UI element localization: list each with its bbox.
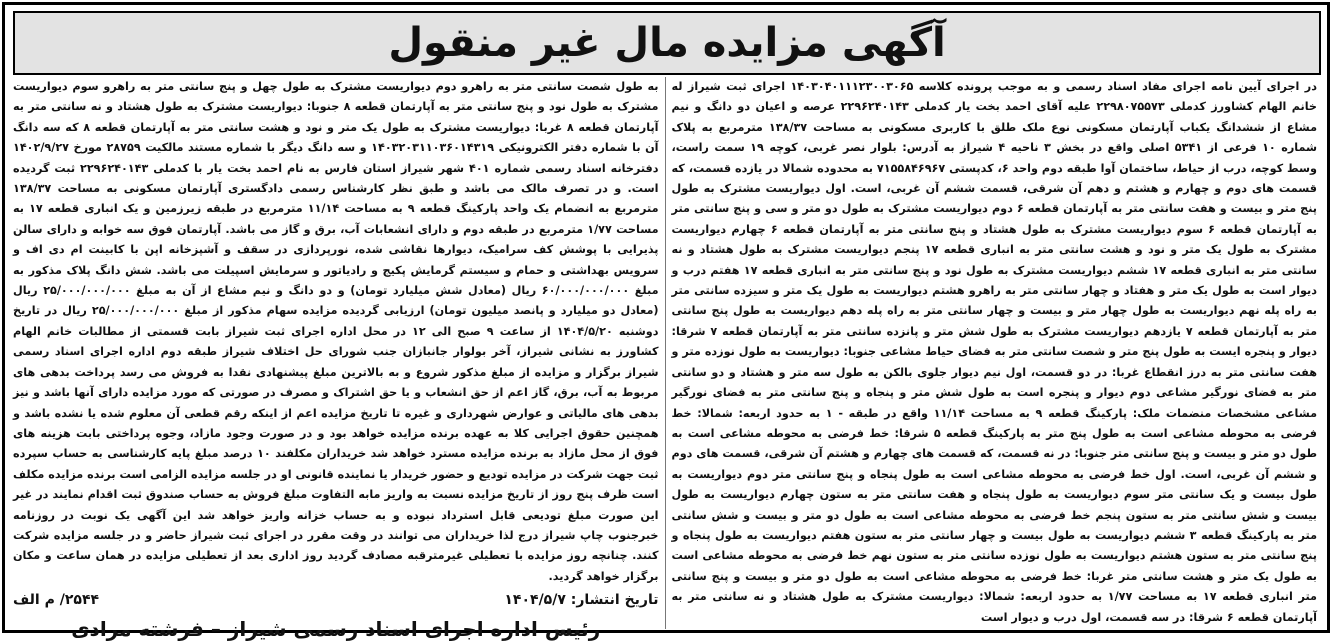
notice-title: آگهی مزایده مال غیر منقول bbox=[388, 20, 946, 66]
title-banner bbox=[13, 11, 1321, 75]
right-column bbox=[666, 77, 1318, 629]
signature-line: رئیس اداره اجرای اسناد رسمی شیراز – فرشته مرادی bbox=[71, 617, 601, 642]
left-column-text: به طول شصت سانتی متر به راهرو دوم دیواریست مشترک به طول چهل و پنج سانتی متر به راهرو سوم دیواریست مشترک به طول نود و پنج سانتی متر به آپارتمان قطعه ۸ جنوبا: دیواریست مشترک به طول هشتاد و نه سانتی متر به آپارتمان قطعه ۸ غربا: دیواریست مشترک به طول یک متر و نود و هشت سانتی متر به آپارتمان قطعه ۸ که سه دانگ آن با شماره دفتر الکترونیکی ۱۴۰۳۲۰۳۱۱۰۳۶۰۱۴۳۱۹ و سه دانگ دیگر با شماره مستند مالکیت ۲۸۷۵۹ مورخ ۱۴۰۲/۹/۲۷ دفترخانه اسناد رسمی شماره ۴۰۱ شهر شیراز استان فارس به نام احمد بخت یار با کدملی ۲۲۹۶۲۴۰۱۴۳ ثبت گردیده است. و در تصرف مالک می باشد و طبق نظر کارشناس رسمی دادگستری آپارتمان مسکونی به مساحت ۱۳۸/۳۷ مترمربع به انضمام یک واحد پارکینگ قطعه ۹ به مساحت ۱۱/۱۴ مترمربع در طبقه زیرزمین و یک انباری قطعه ۱۷ به مساحت ۱/۷۷ مترمربع در طبقه دوم و دارای انشعابات آب، برق و گاز می باشد. آپارتمان فوق سه خوابه و دارای سالن پذیرایی با پوشش کف سرامیک، دیوارها نقاشی شده، نورپردازی در سقف و آشپزخانه اپن با کابینت ام دی اف و سرویس بهداشتی و حمام و سیستم گرمایش پکیج و رادیاتور و سرمایش اسپیلت می باشد. شش دانگ پلاک مذکور به مبلغ ۶۰/۰۰۰/۰۰۰/۰۰۰ ریال (معادل شش میلیارد تومان) و دو دانگ و نیم مشاع از آن به مبلغ ۲۵/۰۰۰/۰۰۰/۰۰۰ ریال (معادل دو میلیارد و پانصد میلیون تومان) ارزیابی گردیده مزایده سهام مذکور از مبلغ ۲۵/۰۰۰/۰۰۰/۰۰۰ ریال در تاریخ دوشنبه ۱۴۰۴/۵/۲۰ از ساعت ۹ صبح الی ۱۲ در محل اداره اجرای ثبت شیراز بابت قسمتی از مطالبات خانم الهام کشاورز به نشانی شیراز، آخر بولوار جانبازان جنب شورای حل اختلاف شیراز طبقه دوم اداره اجرای اسناد رسمی شیراز برگزار و مزایده از مبلغ مذکور شروع و به بالاترین مبلغ پیشنهادی نقدا به فروش می رسد پرداخت بدهی های مربوط به آب، برق، گاز اعم از حق انشعاب و یا حق اشتراک و مصرف در صورتی که مورد مزایده دارای آنها باشد و نیز بدهی های مالیاتی و عوارض شهرداری و غیره تا تاریخ مزایده اعم از اینکه رقم قطعی آن معلوم شده یا نشده باشد و همچنین حقوق اجرایی کلا به عهده برنده مزایده خواهد بود و در صورت وجود مازاد، وجوه پرداختی بابت هزینه های فوق از محل مازاد به برنده مزایده مسترد خواهد شد خریداران مکلفند ۱۰ درصد مبلغ پایه کارشناسی به حساب سپرده ثبت جهت شرکت در مزایده تودیع و حضور خریدار یا نماینده قانونی او در جلسه مزایده الزامی است برنده مزایده مکلف است ظرف پنج روز از تاریخ مزایده نسبت به واریز مابه التفاوت مبلغ فروش به حساب صندوق ثبت اقدام نمایند در غیر این صورت مبلغ تودیعی قابل استرداد نبوده و به حساب خزانه واریز خواهد شد این آگهی یک نوبت در روزنامه خبرجنوب چاپ شیراز درج لذا خریداران می توانند در وقت مقرر در اجرای ثبت شیراز حاضر و در جلسه مزایده شرکت کنند. چنانچه روز مزایده با تعطیلی غیرمترقبه مصادف گردید روز اداری بعد از تعطیلی مزایده در همان ساعت و مکان برگزار خواهد گردید. bbox=[13, 80, 659, 583]
publish-date: تاریخ انتشار: ۱۴۰۴/۵/۷ bbox=[504, 592, 659, 609]
notice-body bbox=[13, 77, 1318, 642]
notice-frame bbox=[2, 2, 1330, 642]
reference-code: ۲۵۴۴/ م الف bbox=[13, 592, 100, 609]
left-column bbox=[13, 77, 665, 642]
right-column-text: در اجرای آیین نامه اجرای مفاد اسناد رسمی و به موجب پرونده کلاسه ۱۴۰۳۰۴۰۱۱۱۲۳۰۰۳۰۶۵ اجرای ثبت شیراز له خانم الهام کشاورز کدملی ۲۲۹۸۰۷۵۵۷۳ علیه آقای احمد بخت یار کدملی ۲۲۹۶۲۴۰۱۴۳ عرصه و اعیان دو دانگ و نیم مشاع از ششدانگ یکباب آپارتمان مسکونی نوع ملک طلق با کاربری مسکونی به مساحت ۱۳۸/۳۷ مترمربع به پلاک شماره ۱۰ فرعی از ۵۳۴۱ اصلی واقع در بخش ۳ ناحیه ۴ شیراز به آدرس: بلوار نصر غربی، کوچه ۱۹ سمت راست، وسط کوچه، درب از حیاط، ساختمان آوا طبقه دوم واحد ۶، کدپستی ۷۱۵۵۸۴۶۹۶۷ به محدوده شمالا در یازده قسمت، که قسمت های دوم و چهارم و هشتم و دهم آن شرقی، قسمت ششم آن غربی، است. اول دیواریست مشترک به طول پنج متر و بیست و هفت سانتی متر به آپارتمان قطعه ۶ دوم دیواریست مشترک به طول دو متر و سی و پنج سانتی متر به آپارتمان قطعه ۶ سوم دیواریست مشترک به طول هشتاد و پنج سانتی متر به آپارتمان قطعه ۶ چهارم دیواریست مشترک به طول یک متر و نود و هشت سانتی متر به انباری قطعه ۱۷ پنجم دیواریست مشترک به طول هشتاد و نه سانتی متر به انباری قطعه ۱۷ ششم دیواریست مشترک به طول نود و پنج سانتی متر به انباری قطعه ۱۷ هفتم درب و دیوار است به طول یک متر و هفتاد و چهار سانتی متر به راهرو هشتم دیواریست به طول یک متر و سیزده سانتی متر به راه پله نهم دیواریست به طول چهار متر و بیست و چهار سانتی متر به راه پله دهم دیواریست به طول پنج سانتی متر به آپارتمان قطعه ۷ یازدهم دیواریست مشترک به طول شش متر و پانزده سانتی متر به آپارتمان قطعه ۷ شرقا: دیوار و پنجره ایست به طول پنج متر و شصت سانتی متر به فضای حیاط مشاعی جنوبا: دیواریست به طول نوزده متر و هفت سانتی متر به درز انقطاع غربا: در دو قسمت، اول نیم دیوار جلوی بالکن به طول سه متر و هشتاد و دو سانتی متر به فضای نورگیر مشاعی دوم دیوار و پنجره است به طول شش متر و پنجاه و پنج سانتی متر به فضای نورگیر مشاعی مشخصات منضمات ملک: پارکینگ قطعه ۹ به مساحت ۱۱/۱۴ واقع در طبقه - ۱ به حدود اربعه: شمالا: خط فرضی به محوطه مشاعی است به طول پنج متر به پارکینگ قطعه ۵ شرقا: خط فرضی به محوطه مشاعی است به طول دو متر و بیست و پنج سانتی متر جنوبا: در نه قسمت، که قسمت های چهارم و هشتم آن شرقی، قسمت های دوم و ششم آن غربی، است. اول خط فرضی به محوطه مشاعی است به طول پنجاه و پنج سانتی متر دوم دیواریست به طول بیست و یک سانتی متر سوم دیواریست به طول پنجاه و هفت سانتی متر به ستون چهارم دیواریست به طول بیست و شش سانتی متر به ستون پنجم خط فرضی به محوطه مشاعی است به طول دو متر و بیست و شش سانتی متر به پارکینگ قطعه ۳ ششم دیواریست به طول بیست و چهار سانتی متر به ستون هفتم دیواریست به طول پنجاه و پنج سانتی متر به ستون هشتم دیواریست به طول نوزده سانتی متر به ستون نهم خط فرضی به محوطه مشاعی است به طول یک متر و هشت سانتی متر غربا: خط فرضی به محوطه مشاعی است به طول دو متر و بیست و پنج سانتی متر انباری قطعه ۱۷ به مساحت ۱/۷۷ به حدود اربعه: شمالا: دیواریست مشترک به طول هشتاد و نه سانتی متر به آپارتمان قطعه ۶ شرقا: در سه قسمت، اول درب و دیوار است bbox=[671, 80, 1318, 624]
publish-row bbox=[13, 589, 659, 611]
